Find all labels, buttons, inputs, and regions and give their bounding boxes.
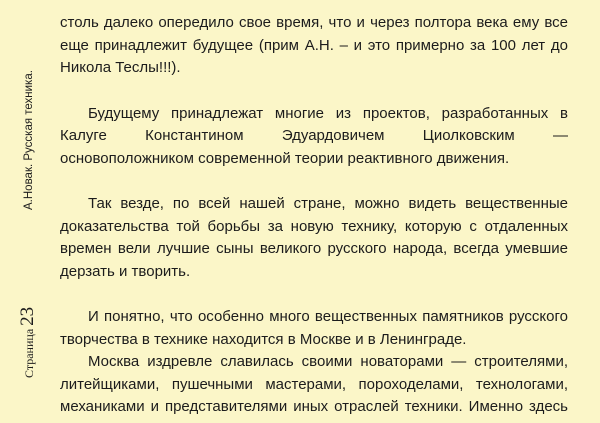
paragraph-3	[60, 193, 568, 283]
text-line: механиками и представителями иных отраслей техники. Именно здесь	[60, 398, 568, 415]
text-line: Никола Теслы!!!).	[60, 59, 181, 76]
text-line: творчества в технике находится в Москве и в Ленинграде.	[60, 330, 467, 348]
text-line: еще принадлежит будущее (прим А.Н. – и это примерно за 100 лет до	[60, 36, 568, 54]
text-line: Так везде, по всей нашей стране, можно видеть вещественные	[88, 195, 568, 212]
text-line: столь далеко опередило свое время, что и через полтора века ему все	[60, 14, 568, 31]
page-body	[60, 12, 568, 419]
page-margin	[0, 0, 48, 423]
text-line: литейщиками, пушечными мастерами, пороходелами, технологами,	[60, 375, 568, 393]
page-number-label	[17, 307, 39, 378]
text-line: доказательства той борьбы за новую технику, которую с отдаленных	[60, 217, 568, 235]
paragraph-4	[60, 306, 568, 351]
page-label: Страница	[22, 328, 36, 378]
paragraph-2	[60, 103, 568, 171]
text-line: И понятно, что особенно много вещественных памятников русского	[88, 308, 568, 325]
text-line: основоположником современной теории реактивного движения.	[60, 149, 510, 167]
text-line: Москва издревле славилась своими новаторами — строителями,	[88, 353, 568, 370]
text-line: дерзать и творить.	[60, 262, 191, 280]
page-number: 23	[17, 306, 38, 326]
paragraph-5	[60, 351, 568, 419]
paragraph-1	[60, 12, 568, 80]
text-line: Калуге Константином Эдуардовичем Циолковским —	[60, 127, 568, 144]
book-title: А.Новак. Русская техника.	[23, 70, 35, 210]
text-line: времен вели лучшие сыны великого русского народа, всегда умевшие	[60, 240, 568, 257]
text-line: Будущему принадлежат многие из проектов, разработанных в	[88, 104, 568, 122]
